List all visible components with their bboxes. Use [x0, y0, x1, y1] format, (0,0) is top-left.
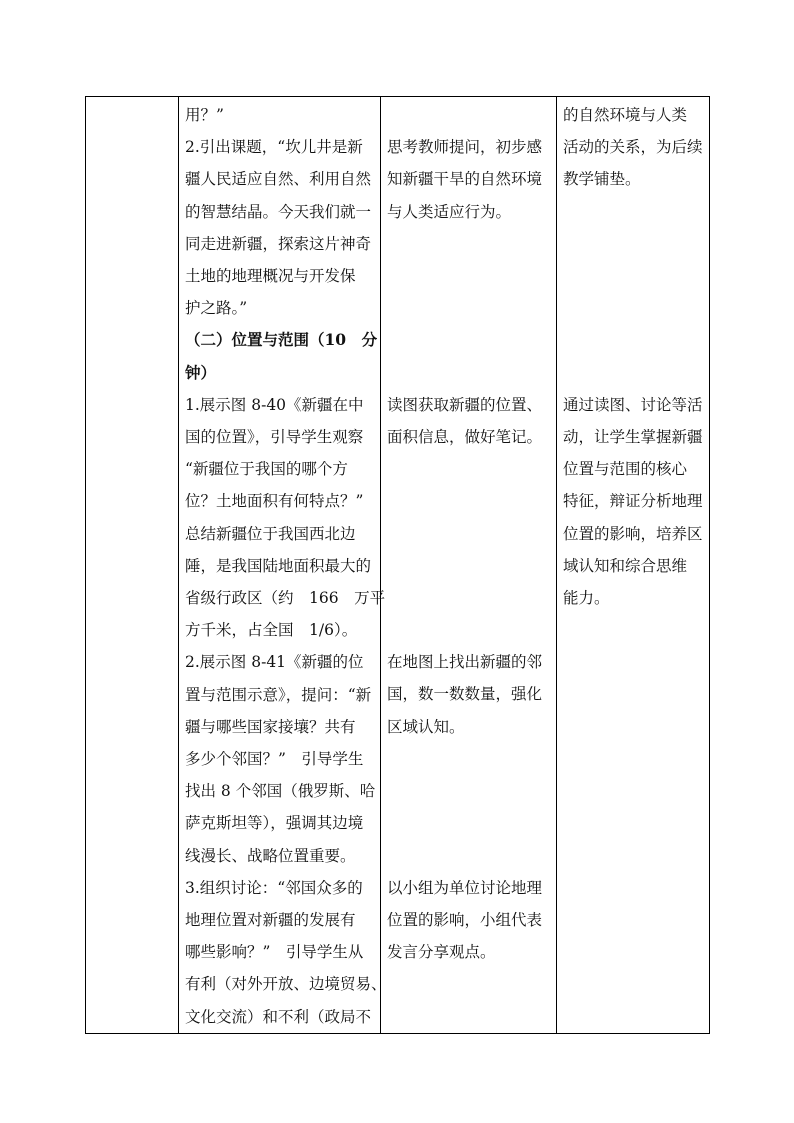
text-line: 的智慧结晶。今天我们就一	[185, 202, 372, 221]
text-line: 疆与哪些国家接壤？共有	[185, 717, 356, 736]
text-line: 2.引出课题，“坎儿井是新	[185, 138, 363, 157]
text-line: 有利（对外开放、边境贸易、	[185, 975, 387, 994]
text-line: 3.组织讨论：“邻国众多的	[185, 878, 363, 897]
text-line: 面积信息，做好笔记。	[387, 427, 543, 446]
text-line: 陲，是我国陆地面积最大的	[185, 556, 372, 575]
text-line: 找出 8 个邻国（俄罗斯、哈	[185, 782, 376, 801]
text-line: “新疆位于我国的哪个方	[185, 460, 348, 479]
text-line: 发言分享观点。	[387, 943, 496, 962]
text-line: 思考教师提问，初步感	[387, 138, 543, 157]
design-intent-cell	[557, 97, 710, 1034]
lesson-plan-table	[85, 96, 710, 1034]
text-line: 能力。	[563, 588, 610, 607]
text-line: 用？”	[185, 106, 224, 124]
text-line: 区域认知。	[387, 717, 465, 736]
table-row	[86, 97, 710, 1034]
student-activity-cell	[381, 97, 557, 1034]
text-line: 读图获取新疆的位置、	[387, 395, 543, 414]
text-line: 教学铺垫。	[563, 170, 641, 189]
text-line: 地理位置对新疆的发展有	[185, 911, 356, 930]
text-line: 多少个邻国？” 引导学生	[185, 750, 364, 769]
section-heading: （二）位置与范围（10 分	[185, 330, 378, 350]
text-line: 活动的关系，为后续	[563, 138, 703, 157]
text-line: 以小组为单位讨论地理	[387, 878, 543, 897]
text-line: 哪些影响？” 引导学生从	[185, 943, 364, 962]
text-line: 国的位置》，引导学生观察	[185, 428, 364, 447]
text-line: 方千米，占全国 1/6）。	[185, 621, 358, 640]
text-line: 位？土地面积有何特点？”	[185, 492, 364, 511]
text-line: 省级行政区（约 166 万平	[185, 589, 386, 608]
text-line: 通过读图、讨论等活	[563, 395, 703, 414]
text-line: 土地的地理概况与开发保	[185, 267, 356, 286]
text-line: 护之路。”	[185, 299, 248, 318]
text-line: 知新疆干旱的自然环境	[387, 170, 543, 189]
stage-cell	[86, 97, 179, 1034]
text-line: 域认知和综合思维	[563, 556, 688, 575]
teacher-activity-cell	[179, 97, 387, 1034]
text-line: 同走进新疆，探索这片神奇	[185, 234, 372, 253]
text-line: 2.展示图 8-41《新疆的位	[185, 653, 364, 672]
text-line: 特征，辩证分析地理	[563, 492, 703, 511]
text-line: 位置的影响，小组代表	[387, 910, 543, 929]
text-line: 萨克斯坦等），强调其边境	[185, 814, 364, 833]
text-line: 国，数一数数量，强化	[387, 685, 543, 704]
text-line: 位置的影响，培养区	[563, 524, 703, 543]
text-line: 1.展示图 8-40《新疆在中	[185, 395, 364, 414]
text-line: 置与范围示意》，提问：“新	[185, 685, 372, 704]
text-line: 线漫长、战略位置重要。	[185, 846, 356, 865]
text-line: 总结新疆位于我国西北边	[185, 524, 356, 543]
text-line: 的自然环境与人类	[563, 106, 688, 124]
text-line: 文化交流）和不利（政局不	[185, 1007, 372, 1026]
text-line: 动，让学生掌握新疆	[563, 427, 703, 446]
text-line: 位置与范围的核心	[563, 460, 688, 479]
text-line: 与人类适应行为。	[387, 202, 512, 221]
text-line: 疆人民适应自然、利用自然	[185, 170, 372, 189]
text-line: 在地图上找出新疆的邻	[387, 653, 543, 672]
section-heading-cont: 钟）	[185, 362, 217, 382]
